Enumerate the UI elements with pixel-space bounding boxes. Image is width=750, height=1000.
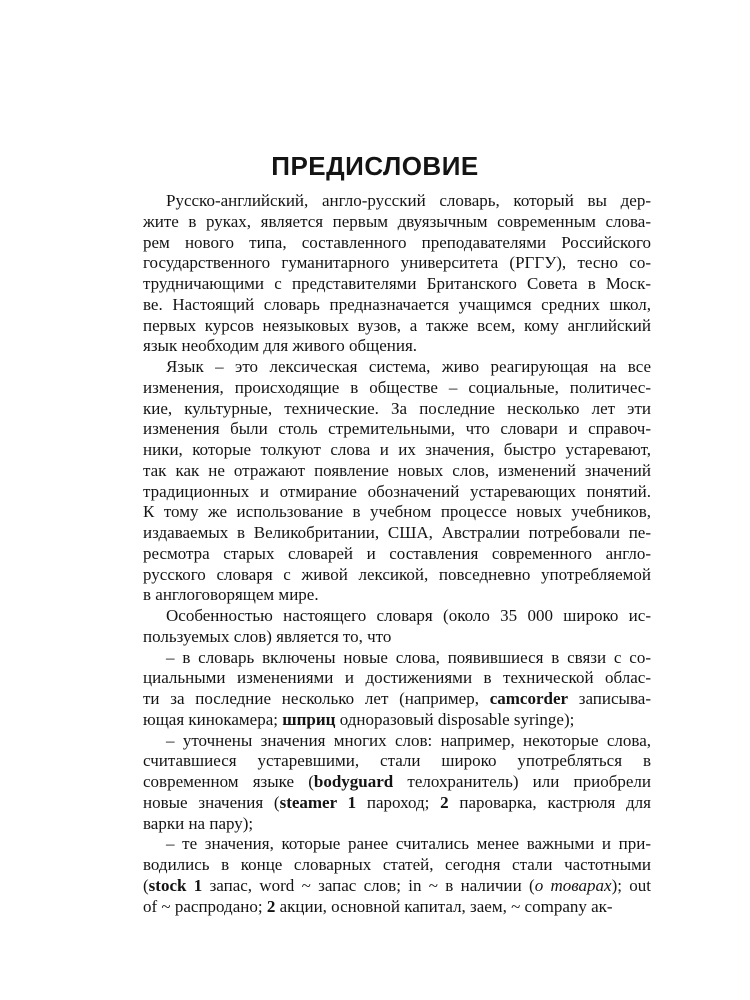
- text-run: ти за последние несколько лет (например,: [143, 689, 490, 708]
- text-run: первых курсов неязыковых вузов, а также всем, кому английский: [143, 315, 651, 335]
- text-run: варки на пару);: [143, 813, 254, 833]
- text-line: [143, 876, 651, 897]
- text-run: пользуемых слов) является то, что: [143, 626, 392, 646]
- text-line: [143, 461, 651, 482]
- text-line: [143, 399, 651, 420]
- preface-body: [143, 191, 651, 917]
- text-run: (: [143, 875, 149, 895]
- text-run: русского словаря с живой лексикой, повседневно употребляемой: [143, 564, 651, 584]
- text-line: [143, 772, 651, 793]
- text-run: of ~ распродано;: [143, 896, 267, 916]
- text-run: запас, word ~ запас слов; in ~ в наличии (: [202, 875, 535, 895]
- text-run: изменения, происходящие в обществе – социальные, политичес-: [143, 377, 651, 397]
- text-line: [143, 378, 651, 399]
- headword: 2: [440, 792, 449, 812]
- text-line: [143, 440, 651, 461]
- text-run: ники, которые толкуют слова и их значения, быстро устаревают,: [143, 440, 651, 459]
- text-line: [143, 585, 651, 606]
- text-line: [143, 793, 651, 814]
- paragraph: [143, 834, 651, 917]
- text-line: [143, 233, 651, 254]
- text-run: записыва-: [568, 689, 651, 708]
- text-line: [143, 357, 651, 378]
- text-run: трудничающими с представителями Британского Совета в Моск-: [143, 274, 651, 293]
- text-run: водились в конце словарных статей, сегодня стали частотными: [143, 855, 651, 874]
- text-run: ); out: [611, 875, 652, 895]
- headword: bodyguard: [313, 772, 394, 791]
- text-line: [143, 419, 651, 440]
- text-line: [143, 253, 651, 274]
- text-run: ющая кинокамера;: [143, 709, 283, 729]
- text-run: жите в руках, является первым двуязычным современным слова-: [143, 211, 651, 231]
- text-run: издаваемых в Великобритании, США, Австралии потребовали пе-: [143, 523, 651, 542]
- text-line: [143, 336, 651, 357]
- text-run: ве. Настоящий словарь предназначается учащимся средних школ,: [143, 294, 651, 314]
- text-run: традиционных и отмирание обозначений устаревающих понятий.: [143, 481, 651, 501]
- text-line: [143, 482, 651, 503]
- text-run: – в словарь включены новые слова, появившиеся в связи с со-: [166, 647, 651, 667]
- text-run: Язык – это лексическая система, живо реагирующая на все: [166, 357, 651, 376]
- text-line: [143, 710, 651, 731]
- page-title: ПРЕДИСЛОВИЕ: [271, 151, 479, 181]
- headword: stock 1: [148, 875, 203, 895]
- paragraph: [143, 731, 651, 835]
- text-line: [143, 212, 651, 233]
- paragraph: [143, 648, 651, 731]
- text-run: кие, культурные, технические. За последние несколько лет эти: [143, 398, 651, 418]
- text-line: [143, 731, 651, 752]
- text-line: [143, 565, 651, 586]
- headword: camcorder: [489, 689, 569, 708]
- text-run: новые значения (: [143, 792, 280, 812]
- text-run: рем нового типа, составленного преподавателями Российского: [143, 232, 651, 252]
- text-run: пароход;: [356, 792, 441, 812]
- paragraph: [143, 357, 651, 606]
- text-run: в англоговорящем мире.: [143, 585, 319, 605]
- text-line: [143, 668, 651, 689]
- text-line: [143, 627, 651, 648]
- text-line: [143, 295, 651, 316]
- usage-note: о товарах: [534, 875, 612, 895]
- text-line: [143, 502, 651, 523]
- text-line: [143, 689, 651, 710]
- text-line: [143, 855, 651, 876]
- text-line: [143, 316, 651, 337]
- text-run: одноразовый disposable syringe);: [335, 709, 575, 729]
- text-line: [143, 274, 651, 295]
- text-run: – те значения, которые ранее считались менее важными и при-: [166, 834, 651, 854]
- text-run: телохранитель) или приобрели: [393, 772, 651, 791]
- text-line: [143, 606, 651, 627]
- headword: шприц: [282, 709, 336, 729]
- text-run: государственного гуманитарного университета (РГГУ), тесно со-: [143, 253, 651, 273]
- text-run: ресмотра старых словарей и составления современного англо-: [143, 543, 651, 563]
- text-line: [143, 648, 651, 669]
- text-run: считавшиеся устаревшими, стали широко употребляться в: [143, 751, 651, 771]
- text-run: так как не отражают появление новых слов, изменений значений: [143, 460, 651, 480]
- text-run: Русско-английский, англо-русский словарь, который вы дер-: [166, 191, 651, 210]
- text-line: [143, 814, 651, 835]
- text-line: [143, 544, 651, 565]
- text-run: язык необходим для живого общения.: [143, 336, 418, 356]
- text-line: [143, 751, 651, 772]
- text-run: циальными изменениями и достижениями в технической облас-: [143, 668, 651, 688]
- text-run: изменения были столь стремительными, что словари и справоч-: [143, 419, 651, 439]
- text-run: пароварка, кастрюля для: [448, 792, 651, 812]
- text-line: [143, 523, 651, 544]
- text-run: Особенностью настоящего словаря (около 35 000 широко ис-: [166, 606, 651, 625]
- paragraph: [143, 606, 651, 648]
- headword: 2: [266, 896, 276, 916]
- text-run: – уточнены значения многих слов: например, некоторые слова,: [166, 730, 651, 750]
- headword: steamer 1: [279, 792, 357, 812]
- text-line: [143, 191, 651, 212]
- text-run: акции, основной капитал, заем, ~ company ак-: [275, 896, 613, 916]
- paragraph: [143, 191, 651, 357]
- text-line: [143, 834, 651, 855]
- text-run: современном языке (: [143, 772, 314, 791]
- text-line: [143, 897, 651, 918]
- text-run: К тому же использование в учебном процессе новых учебников,: [143, 502, 651, 522]
